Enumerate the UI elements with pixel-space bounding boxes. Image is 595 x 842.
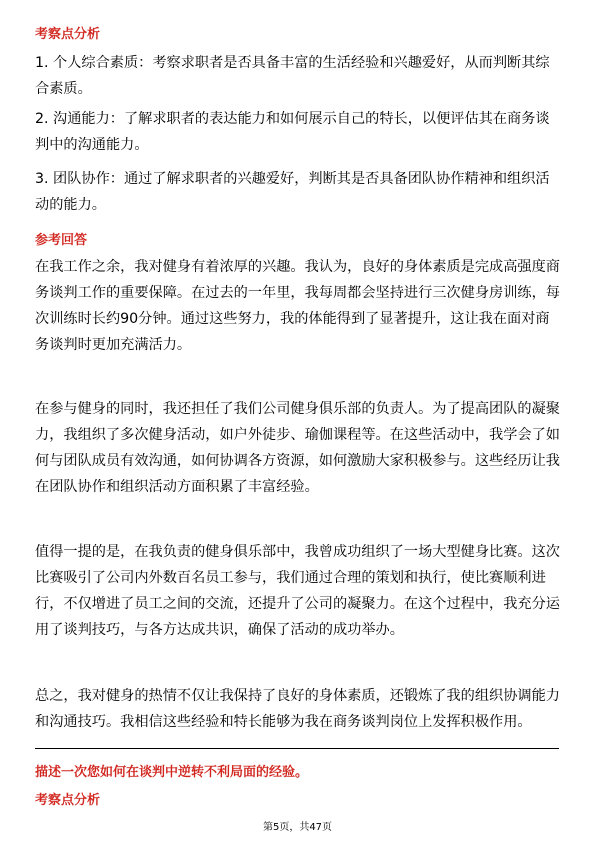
next-question-title: 描述一次您如何在谈判中逆转不利局面的经验。 (35, 765, 309, 780)
answer-paragraph-1: 在我工作之余，我对健身有着浓厚的兴趣。我认为，良好的身体素质是完成高强度商务谈判工作的重要保障。在过去的一年里，我每周都会坚持进行三次健身房训练，每次训练时长约90分钟。通过这些努力，我的体能得到了显著提升，这让我在面对商务谈判时更加充满活力。 (35, 259, 560, 353)
answer-paragraph-4: 总之，我对健身的热情不仅让我保持了良好的身体素质，还锻炼了我的组织协调能力和沟通技巧。我相信这些经验和特长能够为我在商务谈判岗位上发挥积极作用。 (35, 688, 560, 730)
analysis-point-3: 3. 团队协作：通过了解求职者的兴趣爱好，判断其是否具备团队协作精神和组织活动的能力。 (35, 171, 550, 213)
section-heading-answer: 参考回答 (35, 233, 88, 248)
section-heading-analysis: 考察点分析 (35, 27, 101, 42)
section-heading-analysis-2: 考察点分析 (35, 793, 101, 808)
page-number-footer: 第5页，共47页 (262, 822, 333, 833)
section-divider (35, 748, 559, 749)
analysis-point-2: 2. 沟通能力：了解求职者的表达能力和如何展示自己的特长，以便评估其在商务谈判中的沟通能力。 (35, 111, 550, 153)
answer-paragraph-3: 值得一提的是，在我负责的健身俱乐部中，我曾成功组织了一场大型健身比赛。这次比赛吸引了公司内外数百名员工参与，我们通过合理的策划和执行，使比赛顺利进行，不仅增进了员工之间的交流，还提升了公司的凝聚力。在这个过程中，我充分运用了谈判技巧，与各方达成共识，确保了活动的成功举办。 (35, 544, 560, 638)
answer-paragraph-2: 在参与健身的同时，我还担任了我们公司健身俱乐部的负责人。为了提高团队的凝聚力，我组织了多次健身活动，如户外徒步、瑜伽课程等。在这些活动中，我学会了如何与团队成员有效沟通，如何协调各方资源，如何激励大家积极参与。这些经历让我在团队协作和组织活动方面积累了丰富经验。 (35, 401, 560, 495)
analysis-point-1: 1. 个人综合素质：考察求职者是否具备丰富的生活经验和兴趣爱好，从而判断其综合素质。 (35, 55, 550, 97)
